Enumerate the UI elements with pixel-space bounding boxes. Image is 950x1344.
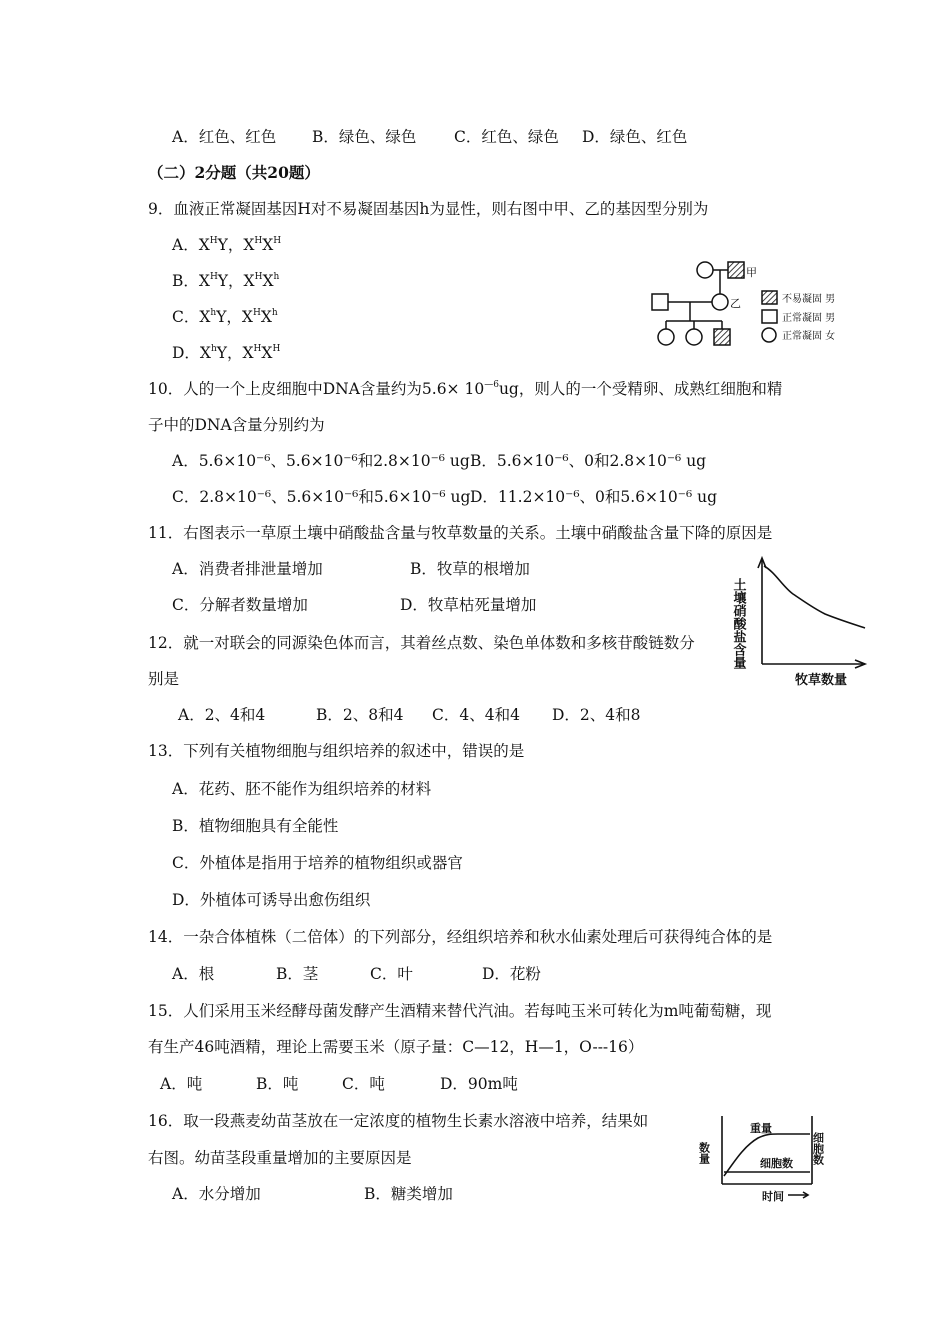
q11-option-c: C．分解者数量增加	[172, 596, 308, 614]
q15-stem-line2: 有生产46吨酒精，理论上需要玉米（原子量：C—12，H—1，O---16）	[148, 1038, 644, 1056]
pedigree-figure	[650, 255, 870, 350]
q15-option-b: B．吨	[256, 1075, 299, 1093]
q16-option-b: B．糖类增加	[364, 1185, 453, 1203]
q14-option-c: C．叶	[370, 965, 413, 983]
growth-chart	[697, 1112, 835, 1207]
q8-option-c: C．红色、绿色	[454, 128, 559, 146]
pedigree-label-jia: 甲	[746, 266, 757, 279]
q16-stem-line1: 16．取一段燕麦幼苗茎放在一定浓度的植物生长素水溶液中培养，结果如	[148, 1112, 649, 1130]
q11-option-d: D．牧草枯死量增加	[400, 596, 537, 614]
q14-option-d: D．花粉	[482, 965, 541, 983]
q13-stem: 13．下列有关植物细胞与组织培养的叙述中，错误的是	[148, 742, 525, 760]
legend-normal-male: 正常凝固 男	[782, 313, 836, 324]
section-2-title: （二）2分题（共20题）	[148, 163, 320, 182]
q14-options	[172, 964, 541, 984]
pedigree-male-normal	[652, 294, 668, 310]
q10-stem-line1: 10．人的一个上皮细胞中DNA含量约为$5.6\times 10^{—6}ug$，则人的一个受精卵、成熟红细胞和精	[148, 380, 783, 398]
q8-option-a: A．红色、红色	[172, 128, 277, 146]
growth-time-label: 时间	[762, 1190, 784, 1203]
q13-option-c: C．外植体是指用于培养的植物组织或器官	[172, 854, 463, 872]
growth-cells-label: 细胞数	[760, 1157, 793, 1170]
q9-stem: 9．血液正常凝固基因H对不易凝固基因h为显性，则右图中甲、乙的基因型分别为	[148, 200, 709, 218]
q12-option-a: A．2、4和4	[178, 706, 266, 724]
nitrate-curve	[764, 566, 865, 628]
q15-option-a: A．吨	[160, 1075, 203, 1093]
q10-option-d: D．11.2×10⁻⁶、0和5.6×10⁻⁶ ug	[470, 488, 717, 506]
nitrate-x-label: 牧草数量	[795, 673, 848, 688]
q15-options	[160, 1074, 518, 1094]
growth-weight-label: 重量	[750, 1122, 772, 1135]
legend-normal-female: 正常凝固 女	[782, 331, 836, 342]
q8-options	[172, 127, 687, 147]
q11-option-a: A．消费者排泄量增加	[172, 560, 323, 578]
q12-stem-line2: 别是	[148, 670, 180, 688]
q11-option-b: B．牧草的根增加	[410, 560, 530, 578]
q14-option-b: B．茎	[276, 965, 319, 983]
q15-option-c: C．吨	[342, 1075, 385, 1093]
q12-option-b: B．2、8和4	[316, 706, 404, 724]
q10-stem-line2: 子中的DNA含量分别约为	[148, 416, 325, 434]
nitrate-y-label: 土壤硝酸盐含量	[730, 578, 746, 669]
q9-option-c: C．$X^hY$，$X^HX^h$	[172, 308, 278, 326]
pedigree-female-normal	[697, 262, 713, 278]
q9-option-b: B．$X^HY$，$X^HX^h$	[172, 272, 280, 290]
q16-options-ab	[172, 1184, 453, 1204]
q14-option-a: A．根	[172, 965, 215, 983]
q14-stem: 14．一杂合体植株（二倍体）的下列部分，经组织培养和秋水仙素处理后可获得纯合体的是	[148, 928, 773, 946]
q12-option-c: C．4、4和4	[432, 706, 520, 724]
growth-right-label: 细胞数	[811, 1132, 825, 1165]
q9-option-a: A．$X^HY$，$X^HX^H$	[172, 236, 282, 254]
q16-option-a: A．水分增加	[172, 1185, 261, 1203]
q11-options-ab	[172, 559, 530, 579]
q8-option-b: B．绿色、绿色	[312, 128, 417, 146]
q10-option-c: C．2.8×10⁻⁶、5.6×10⁻⁶和5.6×10⁻⁶ ug	[172, 488, 471, 506]
growth-left-label: 数量	[697, 1142, 711, 1164]
pedigree-yi-female	[712, 294, 728, 310]
nitrate-chart	[730, 552, 870, 692]
pedigree-label-yi: 乙	[730, 297, 741, 310]
q10-option-b: B．5.6×10⁻⁶、0和2.8×10⁻⁶ ug	[470, 452, 707, 470]
q10-options-ab	[172, 451, 706, 471]
q13-option-d: D．外植体可诱导出愈伤组织	[172, 891, 371, 909]
q11-options-cd	[172, 595, 536, 615]
q12-options	[178, 705, 641, 725]
legend-affected-male: 不易凝固 男	[782, 294, 836, 305]
pedigree-jia-male-affected	[728, 262, 744, 278]
q8-option-d: D．绿色、红色	[582, 128, 688, 146]
q10-options-cd	[172, 487, 717, 507]
q13-option-b: B．植物细胞具有全能性	[172, 817, 339, 835]
q15-option-d: D．90m吨	[440, 1075, 518, 1093]
q15-stem-line1: 15．人们采用玉米经酵母菌发酵产生酒精来替代汽油。若每吨玉米可转化为m吨葡萄糖，现	[148, 1002, 772, 1020]
q13-option-a: A．花药、胚不能作为组织培养的材料	[172, 780, 432, 798]
q11-stem: 11．右图表示一草原土壤中硝酸盐含量与牧草数量的关系。土壤中硝酸盐含量下降的原因是	[148, 524, 773, 542]
q9-option-d: D．$X^hY$，$X^HX^H$	[172, 344, 281, 362]
q12-stem-line1: 12．就一对联会的同源染色体而言，其着丝点数、染色单体数和多核苷酸链数分	[148, 634, 695, 652]
q16-stem-line2: 右图。幼苗茎段重量增加的主要原因是	[148, 1149, 412, 1167]
q10-option-a: A．5.6×10⁻⁶、5.6×10⁻⁶和2.8×10⁻⁶ ug	[172, 452, 470, 470]
q12-option-d: D．2、4和8	[552, 706, 641, 724]
